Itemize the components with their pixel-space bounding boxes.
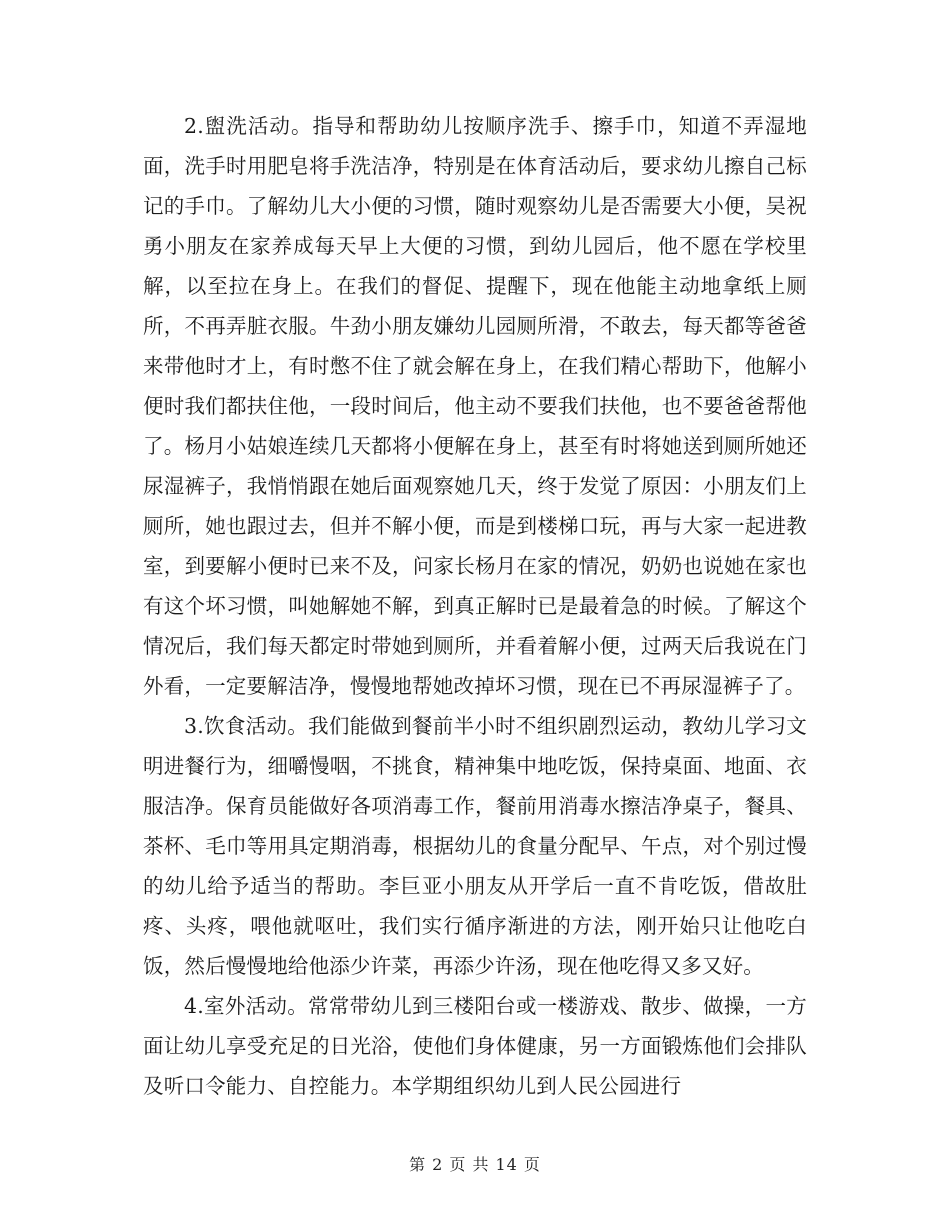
footer-total-pages: 14	[495, 1155, 518, 1174]
footer-middle: 页 共	[449, 1155, 490, 1174]
page-footer	[0, 1153, 950, 1177]
document-body	[143, 106, 807, 1106]
footer-current-page: 2	[432, 1155, 444, 1174]
footer-prefix: 第	[409, 1155, 427, 1174]
paragraph-washing-activity: 2.盥洗活动。指导和帮助幼儿按顺序洗手、擦手巾，知道不弄湿地面，洗手时用肥皂将手洗洁净，特别是在体育活动后，要求幼儿擦自己标记的手巾。了解幼儿大小便的习惯，随时观察幼儿是否需要大小便，吴祝勇小朋友在家养成每天早上大便的习惯，到幼儿园后，他不愿在学校里解，以至拉在身上。在我们的督促、提醒下，现在他能主动地拿纸上厕所，不再弄脏衣服。牛劲小朋友嫌幼儿园厕所滑，不敢去，每天都等爸爸来带他时才上，有时憋不住了就会解在身上，在我们精心帮助下，他解小便时我们都扶住他，一段时间后，他主动不要我们扶他，也不要爸爸帮他了。杨月小姑娘连续几天都将小便解在身上，甚至有时将她送到厕所她还尿湿裤子，我悄悄跟在她后面观察她几天，终于发觉了原因：小朋友们上厕所，她也跟过去，但并不解小便，而是到楼梯口玩，再与大家一起进教室，到要解小便时已来不及，问家长杨月在家的情况，奶奶也说她在家也有这个坏习惯，叫她解她不解，到真正解时已是最着急的时候。了解这个情况后，我们每天都定时带她到厕所，并看着解小便，过两天后我说在门外看，一定要解洁净，慢慢地帮她改掉坏习惯，现在已不再尿湿裤子了。	[143, 114, 807, 698]
paragraph-eating-activity: 3.饮食活动。我们能做到餐前半小时不组织剧烈运动，教幼儿学习文明进餐行为，细嚼慢咽，不挑食，精神集中地吃饭，保持桌面、地面、衣服洁净。保育员能做好各项消毒工作，餐前用消毒水擦洁净桌子，餐具、茶杯、毛巾等用具定期消毒，根据幼儿的食量分配早、午点，对个别过慢的幼儿给予适当的帮助。李巨亚小朋友从开学后一直不肯吃饭，借故肚疼、头疼，喂他就呕吐，我们实行循序渐进的方法，刚开始只让他吃白饭，然后慢慢地给他添少许菜，再添少许汤，现在他吃得又多又好。	[143, 714, 807, 978]
paragraph-outdoor-activity: 4.室外活动。常常带幼儿到三楼阳台或一楼游戏、散步、做操，一方面让幼儿享受充足的日光浴，使他们身体健康，另一方面锻炼他们会排队及听口令能力、自控能力。本学期组织幼儿到人民公园进行	[143, 994, 807, 1098]
footer-suffix: 页	[523, 1155, 541, 1174]
